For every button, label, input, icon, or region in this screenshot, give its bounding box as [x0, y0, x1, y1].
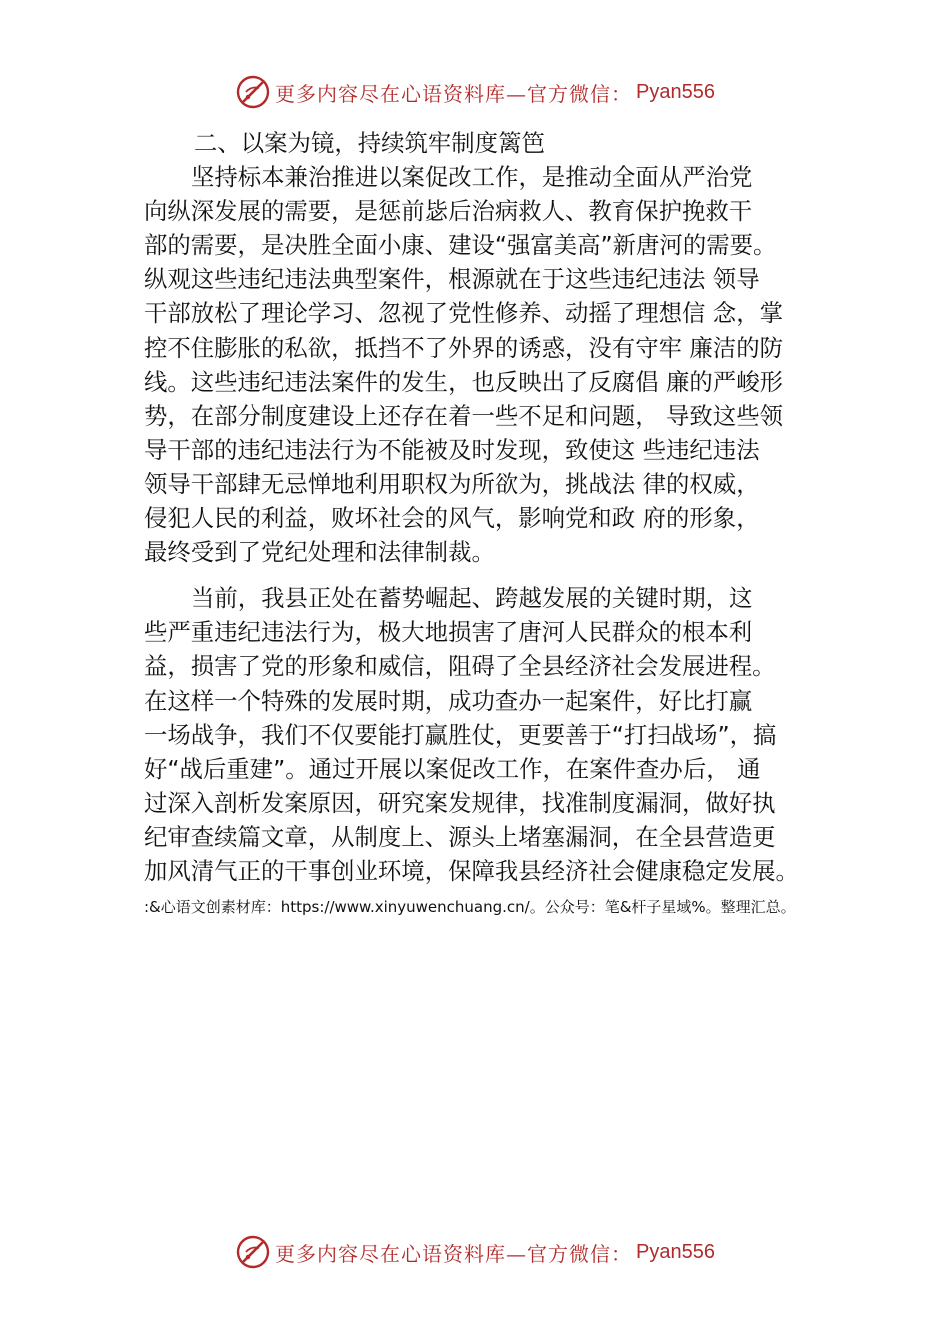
paragraph-1	[144, 160, 844, 569]
text-line: 好“战后重建”。通过开展以案促改工作，在案件查办后， 通	[144, 754, 761, 783]
text-line: 些严重违纪违法行为，极大地损害了唐河人民群众的根本利	[144, 618, 753, 647]
section-heading: 二、以案为镜，持续筑牢制度篱笆	[194, 129, 545, 157]
text-line: 一场战争，我们不仅要能打赢胜仗，更要善于“打扫战场”，搞	[144, 720, 777, 749]
text-line: 益，损害了党的形象和威信，阻碍了全县经济社会发展进程。	[144, 652, 776, 681]
header-wechat-id: Pyan556	[636, 80, 715, 103]
text-line: 纪审查续篇文章，从制度上、源头上堵塞漏洞，在全县营造更	[144, 822, 776, 851]
text-line: 向纵深发展的需要，是惩前毖后治病救人、教育保护挽救干	[144, 197, 753, 226]
pen-logo-icon	[235, 1234, 271, 1270]
text-line: 纵观这些违纪违法典型案件，根源就在于这些违纪违法 领导	[144, 265, 760, 294]
text-line: 坚持标本兼治推进以案促改工作，是推动全面从严治党	[191, 163, 753, 192]
text-line: 领导干部肆无忌惮地利用职权为所欲为，挑战法 律的权威，	[144, 469, 760, 498]
text-line: 势，在部分制度建设上还存在着一些不足和问题， 导致这些领	[144, 401, 783, 430]
text-line: 当前，我县正处在蓄势崛起、跨越发展的关键时期，这	[191, 584, 753, 613]
pen-logo-icon	[235, 74, 271, 110]
text-line: 干部放松了理论学习、忽视了党性修养、动摇了理想信 念，掌	[144, 299, 783, 328]
source-footnote: :&心语文创素材库：https://www.xinyuwenchuang.cn/。公众号：笔&杆子星域%。整理汇总。	[144, 898, 796, 916]
text-line: 线。这些违纪违法案件的发生，也反映出了反腐倡 廉的严峻形	[144, 367, 783, 396]
text-line: 加风清气正的干事创业环境，保障我县经济社会健康稳定发展。	[144, 856, 799, 885]
footer-wechat-id: Pyan556	[636, 1240, 715, 1263]
text-line: 控不住膨胀的私欲，抵挡不了外界的诱惑，没有守牢 廉洁的防	[144, 333, 783, 362]
text-line: 部的需要，是决胜全面小康、建设“强富美高”新唐河的需要。	[144, 231, 777, 260]
text-line: 导干部的违纪违法行为不能被及时发现，致使这 些违纪违法	[144, 435, 760, 464]
document-body	[144, 126, 844, 888]
text-line: 过深入剖析发案原因，研究案发规律，找准制度漏洞，做好执	[144, 788, 776, 817]
paragraph-2	[144, 581, 844, 888]
header-text: 更多内容尽在心语资料库—官方微信：	[275, 81, 633, 106]
footer-banner	[0, 1232, 950, 1272]
text-line: 在这样一个特殊的发展时期，成功查办一起案件，好比打赢	[144, 686, 753, 715]
text-line: 最终受到了党纪处理和法律制裁。	[144, 538, 495, 567]
header-banner	[0, 72, 950, 112]
text-line: 侵犯人民的利益，败坏社会的风气，影响党和政 府的形象，	[144, 504, 760, 533]
footer-text: 更多内容尽在心语资料库—官方微信：	[275, 1241, 633, 1266]
